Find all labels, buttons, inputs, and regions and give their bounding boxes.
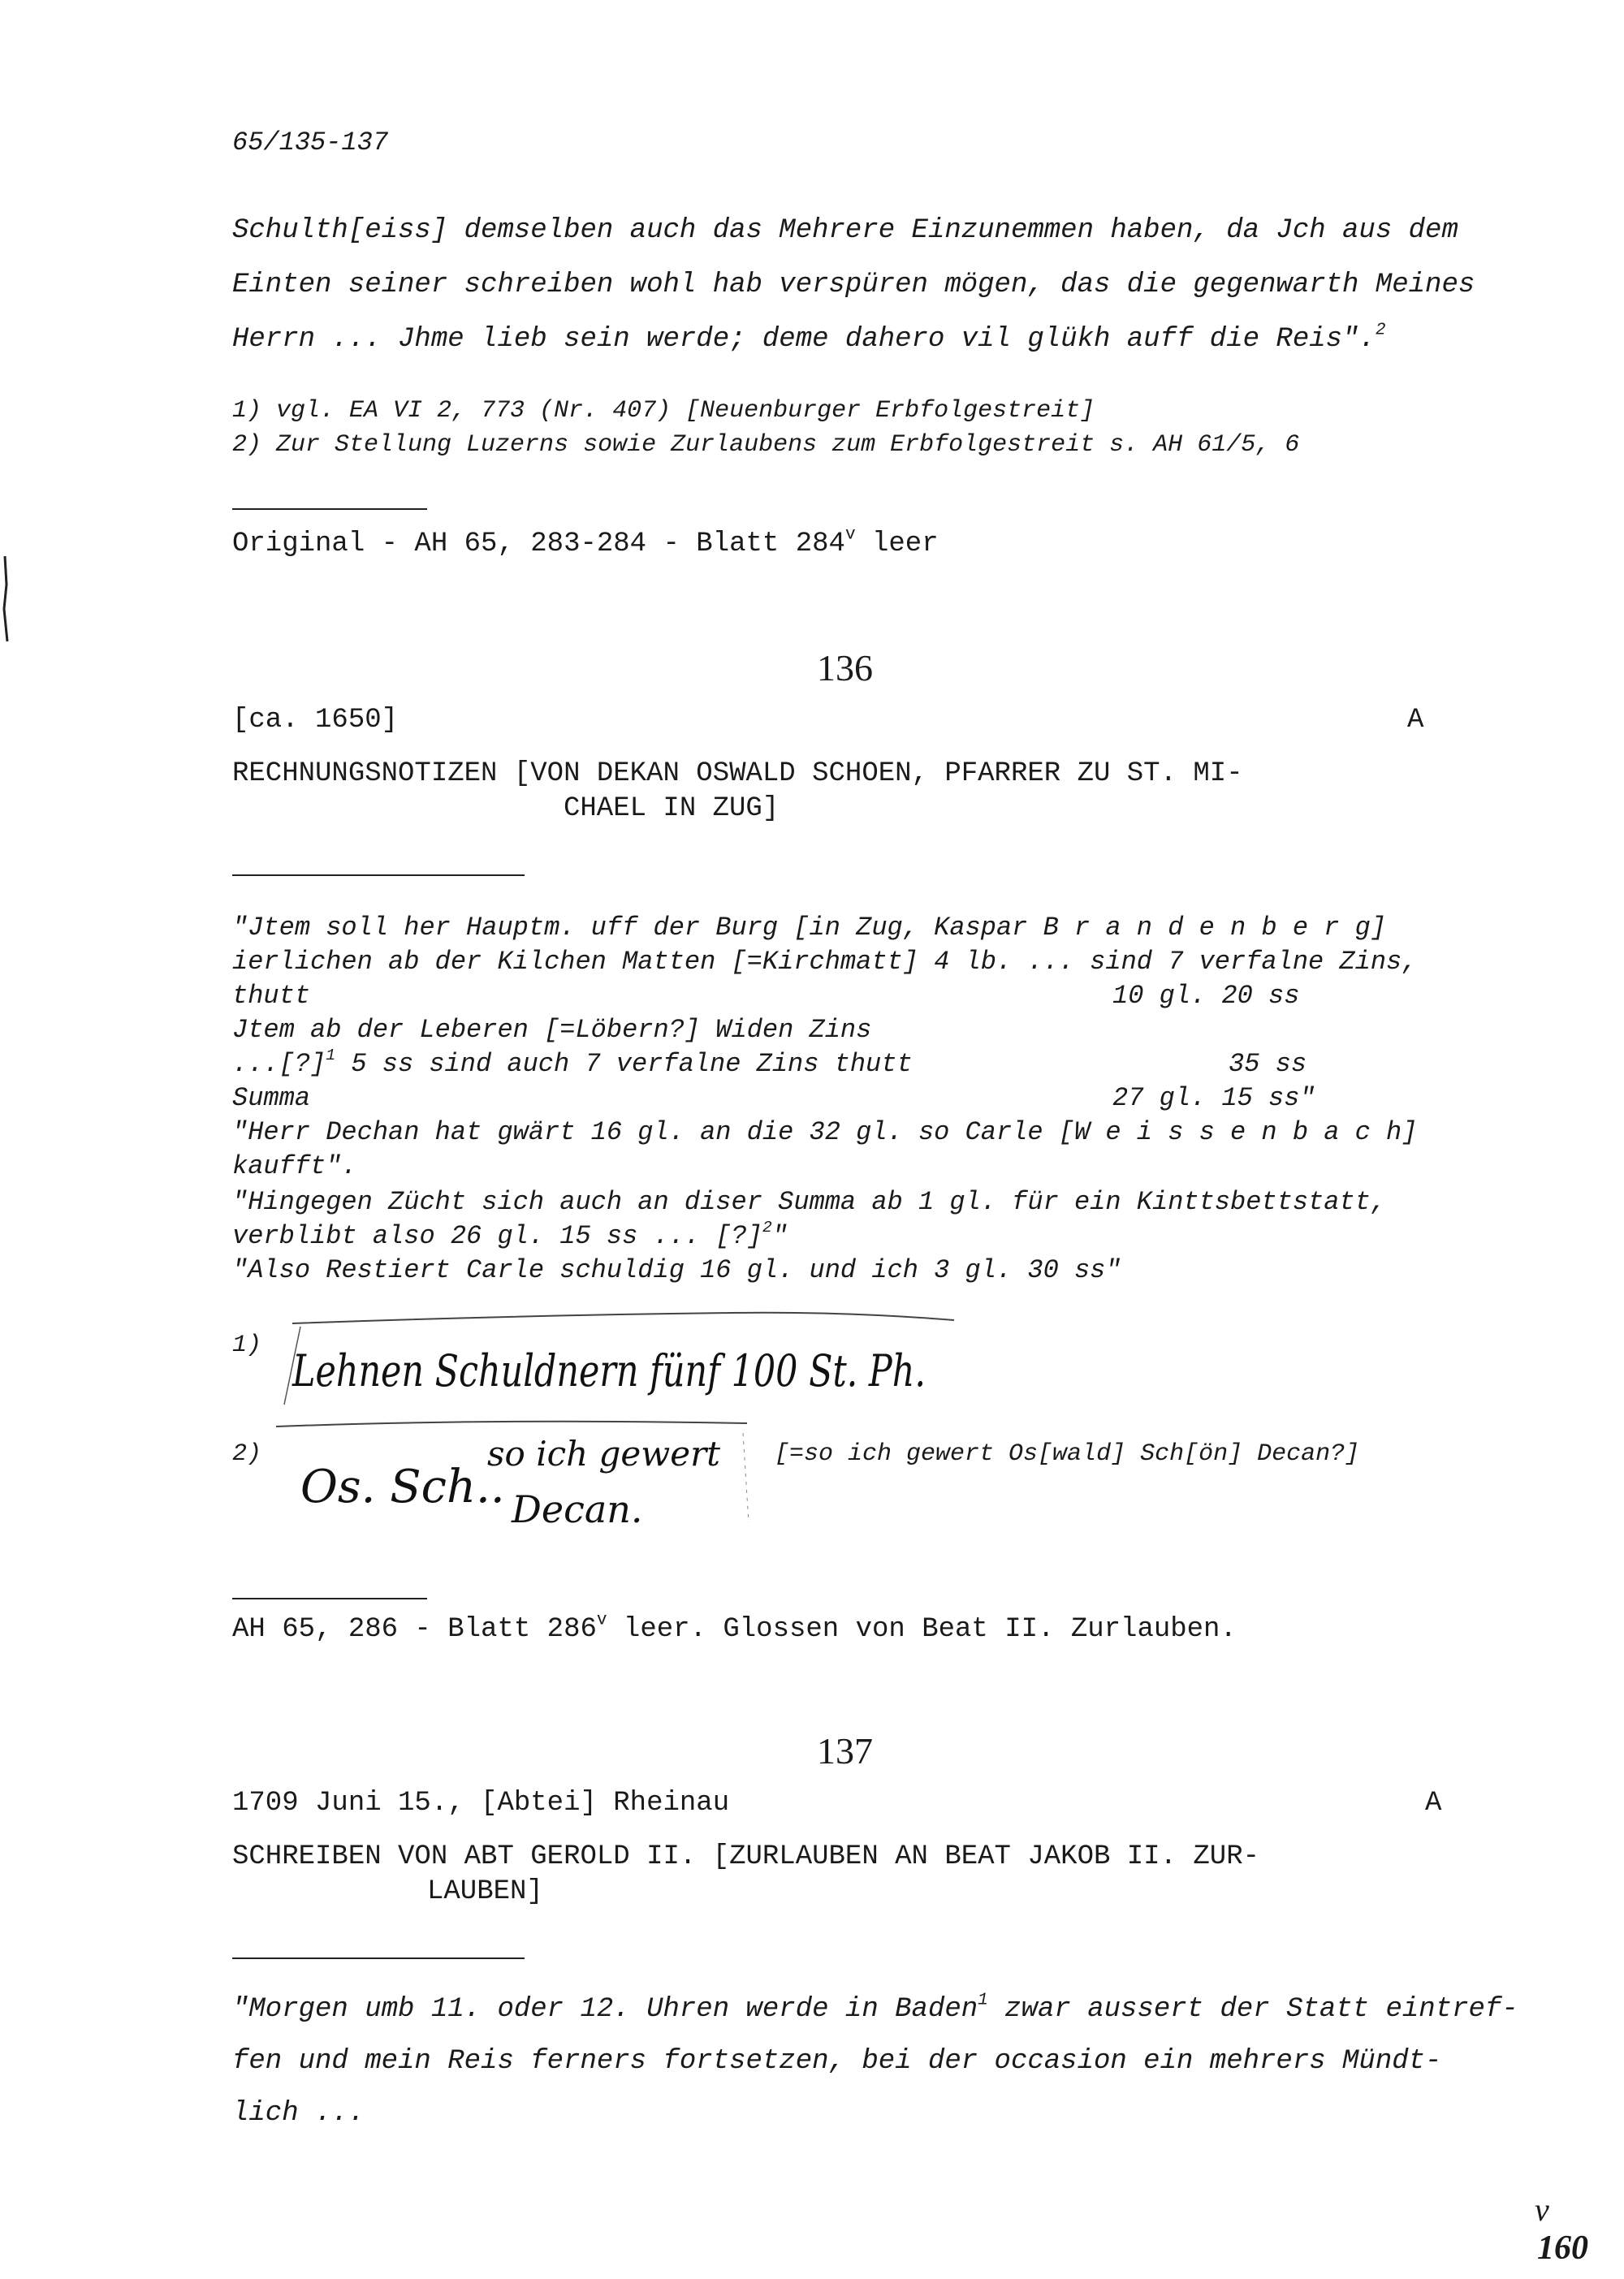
handwriting-text-2a: Os. Sch.. (300, 1461, 505, 1513)
source-note: Original - AH 65, 283-284 - Blatt 284$^v$ leer (232, 524, 939, 559)
quote-line: "Hingegen Zücht sich auch an diser Summa ab 1 gl. für ein Kinttsbettstatt, (232, 1187, 1387, 1217)
handnote-gloss: [=so ich gewert Os[wald] Sch[ön] Decan?] (775, 1440, 1360, 1468)
document-number: 136 (817, 647, 873, 688)
document-title: RECHNUNGSNOTIZEN [VON DEKAN OSWALD SCHOEN, PFARRER ZU ST. MI- (232, 758, 1243, 789)
handwriting-image-1 (276, 1309, 958, 1414)
footnote-2: 2) Zur Stellung Luzerns sowie Zurlaubens zum Erbfolgestreit s. AH 61/5, 6 (232, 431, 1300, 459)
document-type-letter: A (1407, 705, 1424, 736)
divider (232, 508, 427, 510)
text-line: Schulth[eiss] demselben auch das Mehrere Einzunemmen haben, da Jch aus dem (232, 215, 1458, 246)
quote-line: fen und mein Reis ferners fortsetzen, bei der occasion ein mehrers Mündt- (232, 2046, 1442, 2077)
text-line: Einten seiner schreiben wohl hab verspüren mögen, das die gegenwarth Meines (232, 270, 1475, 300)
amount: 35 ss (1229, 1049, 1307, 1079)
handnote-number: 2) (232, 1440, 262, 1468)
handwriting-text-2b: so ich gewert (487, 1434, 721, 1474)
text-line: Herrn ... Jhme lieb sein werde; deme dahero vil glükh auff die Reis".$^2$ (232, 320, 1386, 355)
quote-line: Summa (232, 1083, 311, 1113)
quote-line: ierlichen ab der Kilchen Matten [=Kirchmatt] 4 lb. ... sind 7 verfalne Zins, (232, 947, 1418, 977)
amount: 27 gl. 15 ss" (1112, 1083, 1315, 1113)
document-type-letter: A (1425, 1788, 1442, 1819)
quote-line: "Jtem soll her Hauptm. uff der Burg [in Zug, Kaspar B r a n d e n b e r g] (232, 913, 1387, 943)
page-mark-top: v (1535, 2191, 1549, 2228)
document-date: [ca. 1650] (232, 705, 399, 736)
quote-line: ...[?]$^1$ 5 ss sind auch 7 verfalne Zins thutt (232, 1046, 913, 1079)
footnote-1: 1) vgl. EA VI 2, 773 (Nr. 407) [Neuenburger Erbfolgestreit] (232, 397, 1095, 425)
quote-line: lich ... (232, 2098, 365, 2129)
source-note: AH 65, 286 - Blatt 286$^v$ leer. Glossen von Beat II. Zurlauben. (232, 1610, 1237, 1645)
document-title-cont: CHAEL IN ZUG] (564, 793, 780, 824)
divider (232, 1957, 525, 1959)
quote-line: thutt (232, 981, 311, 1011)
quote-line: "Also Restiert Carle schuldig 16 gl. und ich 3 gl. 30 ss" (232, 1255, 1121, 1285)
quote-line: verblibt also 26 gl. 15 ss ... [?]$^2$" (232, 1218, 788, 1251)
handwriting-image-2 (268, 1417, 755, 1539)
quote-line: Jtem ab der Leberen [=Löbern?] Widen Zins (232, 1015, 872, 1045)
scan-edge-mark (0, 552, 16, 650)
document-reference: 65/135-137 (232, 127, 389, 158)
divider (232, 874, 525, 876)
quote-line: kaufft". (232, 1151, 357, 1181)
handwriting-text-1: Lehnen Schuldnern fünf 100 St. Ph. (292, 1345, 926, 1396)
quote-line: "Morgen umb 11. oder 12. Uhren werde in Baden$^1$ zwar aussert der Statt eintref- (232, 1990, 1518, 2025)
page-mark-number: 160 (1537, 2229, 1588, 2267)
divider (232, 1598, 427, 1599)
amount: 10 gl. 20 ss (1112, 981, 1300, 1011)
document-number: 137 (817, 1730, 873, 1772)
handnote-number: 1) (232, 1332, 262, 1359)
handwriting-text-2c: Decan. (512, 1487, 643, 1531)
quote-line: "Herr Dechan hat gwärt 16 gl. an die 32 gl. so Carle [W e i s s e n b a c h] (232, 1117, 1418, 1147)
document-date: 1709 Juni 15., [Abtei] Rheinau (232, 1788, 730, 1819)
document-title: SCHREIBEN VON ABT GEROLD II. [ZURLAUBEN AN BEAT JAKOB II. ZUR- (232, 1841, 1260, 1872)
document-title-cont: LAUBEN] (427, 1876, 543, 1907)
